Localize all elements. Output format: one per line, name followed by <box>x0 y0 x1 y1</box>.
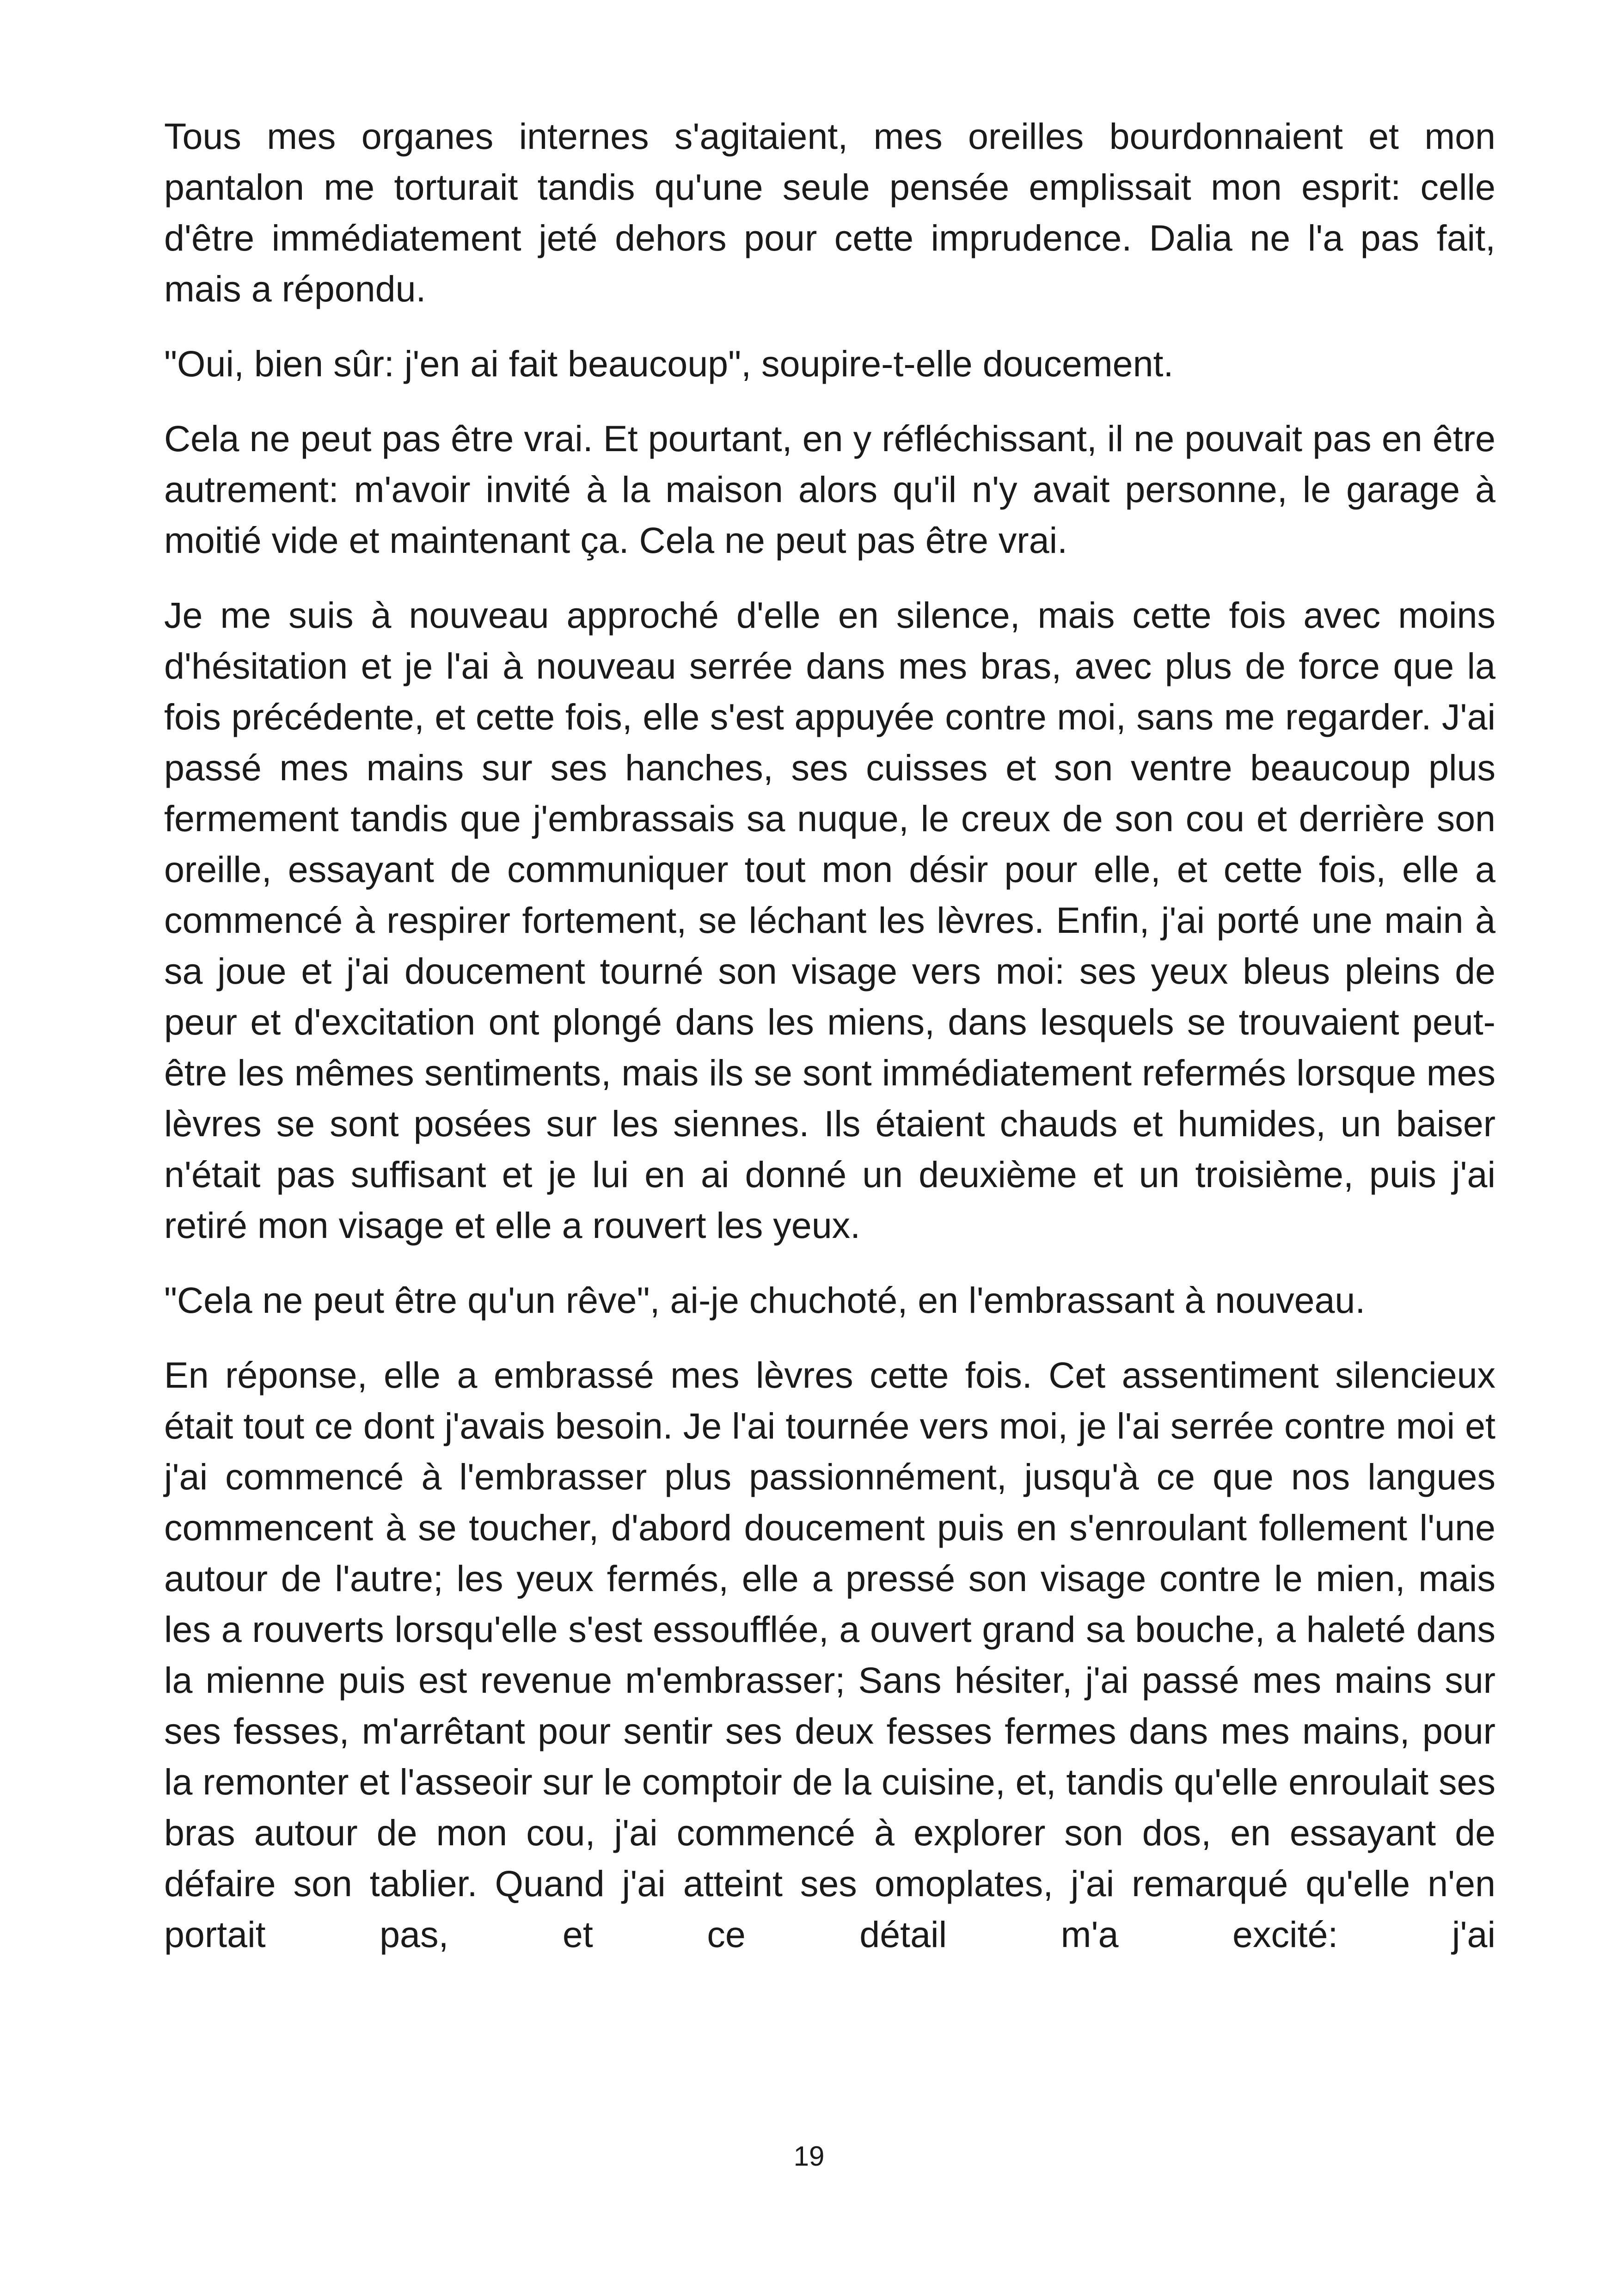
page-number: 19 <box>793 2141 825 2172</box>
paragraph: "Oui, bien sûr: j'en ai fait beaucoup", soupire-t-elle doucement. <box>164 343 1174 384</box>
paragraph: Cela ne peut pas être vrai. Et pourtant, en y réfléchissant, il ne pouvait pas en être autrement: m'avoir invité à la maison alors qu'il n'y avait personne, le garage à moitié vide et maintenant ça. Cela ne peut pas être vrai. <box>164 418 1495 561</box>
paragraph: En réponse, elle a embrassé mes lèvres cette fois. Cet assentiment silencieux était tout ce dont j'avais besoin. Je l'ai tournée vers moi, je l'ai serrée contre moi et j'ai commencé à l'embrasser plus passionnément, jusqu'à ce que nos langues commencent à se toucher, d'abord doucement puis en s'enroulant follement l'une autour de l'autre; les yeux fermés, elle a pressé son visage contre le mien, mais les a rouverts lorsqu'elle s'est essoufflée, a ouvert grand sa bouche, a haleté dans la mienne puis est revenue m'embrasser; Sans hésiter, j'ai passé mes mains sur ses fesses, m'arrêtant pour sentir ses deux fesses fermes dans mes mains, pour la remonter et l'asseoir sur le comptoir de la cuisine, et, tandis qu'elle enroulait ses bras autour de mon cou, j'ai commencé à explorer son dos, en essayant de défaire son tablier. Quand j'ai atteint ses omoplates, j'ai remarqué qu'elle n'en portait pas, et ce détail m'a excité: j'ai <box>164 1354 1495 1955</box>
paragraph: "Cela ne peut être qu'un rêve", ai-je chuchoté, en l'embrassant à nouveau. <box>164 1280 1366 1321</box>
paragraph: Tous mes organes internes s'agitaient, mes oreilles bourdonnaient et mon pantalon me torturait tandis qu'une seule pensée emplissait mon esprit: celle d'être immédiatement jeté dehors pour cette imprudence. Dalia ne l'a pas fait, mais a répondu. <box>164 116 1495 309</box>
page-body <box>164 111 1495 1984</box>
paragraph: Je me suis à nouveau approché d'elle en silence, mais cette fois avec moins d'hésitation et je l'ai à nouveau serrée dans mes bras, avec plus de force que la fois précédente, et cette fois, elle s'est appuyée contre moi, sans me regarder. J'ai passé mes mains sur ses hanches, ses cuisses et son ventre beaucoup plus fermement tandis que j'embrassais sa nuque, le creux de son cou et derrière son oreille, essayant de communiquer tout mon désir pour elle, et cette fois, elle a commencé à respirer fortement, se léchant les lèvres. Enfin, j'ai porté une main à sa joue et j'ai doucement tourné son visage vers moi: ses yeux bleus pleins de peur et d'excitation ont plongé dans les miens, dans lesquels se trouvaient peut-être les mêmes sentiments, mais ils se sont immédiatement refermés lorsque mes lèvres se sont posées sur les siennes. Ils étaient chauds et humides, un baiser n'était pas suffisant et je lui en ai donné un deuxième et un troisième, puis j'ai retiré mon visage et elle a rouvert les yeux. <box>164 594 1495 1246</box>
